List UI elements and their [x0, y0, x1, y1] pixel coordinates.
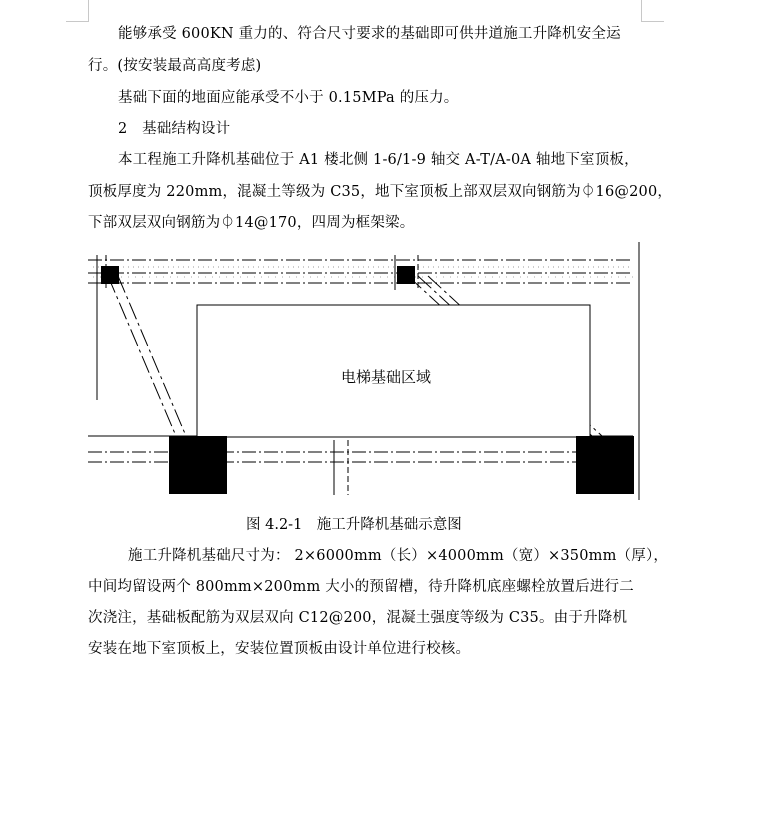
brace-line [108, 276, 176, 436]
paragraph-line: 本工程施工升降机基础位于 A1 楼北侧 1-6/1-9 轴交 A-T/A-0A 轴地下室顶板， [118, 152, 639, 168]
paragraph-line: 行。(按安装最高高度考虑) [88, 58, 262, 74]
paragraph-line [88, 211, 414, 232]
figure-caption: 图 4.2-1 施工升降机基础示意图 [246, 517, 462, 533]
section-heading: 2 基础结构设计 [118, 121, 231, 137]
page-corner-mark-left-h [66, 21, 89, 22]
paragraph-line [88, 180, 672, 201]
paragraph-line: 安装在地下室顶板上，安装位置顶板由设计单位进行校核。 [88, 641, 471, 657]
page-corner-mark-right-v [641, 0, 642, 22]
rebar-symbol-icon: ⏀ [580, 184, 596, 200]
paragraph-text: 14@170，四周为框架梁。 [235, 215, 415, 231]
paragraph-line: 能够承受 600KN 重力的、符合尺寸要求的基础即可供井道施工升降机安全运 [118, 26, 621, 42]
paragraph-text: 顶板厚度为 220mm，混凝土等级为 C35，地下室顶板上部双层双向钢筋为 [88, 184, 581, 200]
paragraph-line: 中间均留设两个 800mm×200mm 大小的预留槽，待升降机底座螺栓放置后进行二 [88, 579, 634, 595]
foundation-diagram [88, 240, 648, 505]
column-block [576, 436, 634, 494]
column-block [169, 436, 227, 494]
page-corner-mark-left-v [88, 0, 89, 22]
paragraph-line: 次浇注，基础板配筋为双层双向 C12@200，混凝土强度等级为 C35。由于升降机 [88, 610, 628, 626]
brace-line [118, 276, 186, 436]
paragraph-text: 下部双层双向钢筋为 [88, 215, 221, 231]
foundation-area-label: 电梯基础区域 [340, 369, 432, 386]
column-block [397, 266, 415, 284]
paragraph-line: 基础下面的地面应能承受不小于 0.15MPa 的压力。 [118, 90, 459, 106]
rebar-symbol-icon: ⏀ [220, 215, 236, 231]
paragraph-text: 16@200， [595, 184, 673, 200]
column-block [101, 266, 119, 284]
page-corner-mark-right-h [641, 21, 664, 22]
paragraph-line: 施工升降机基础尺寸为： 2×6000mm（长）×4000mm（宽）×350mm（厚）， [128, 548, 669, 564]
